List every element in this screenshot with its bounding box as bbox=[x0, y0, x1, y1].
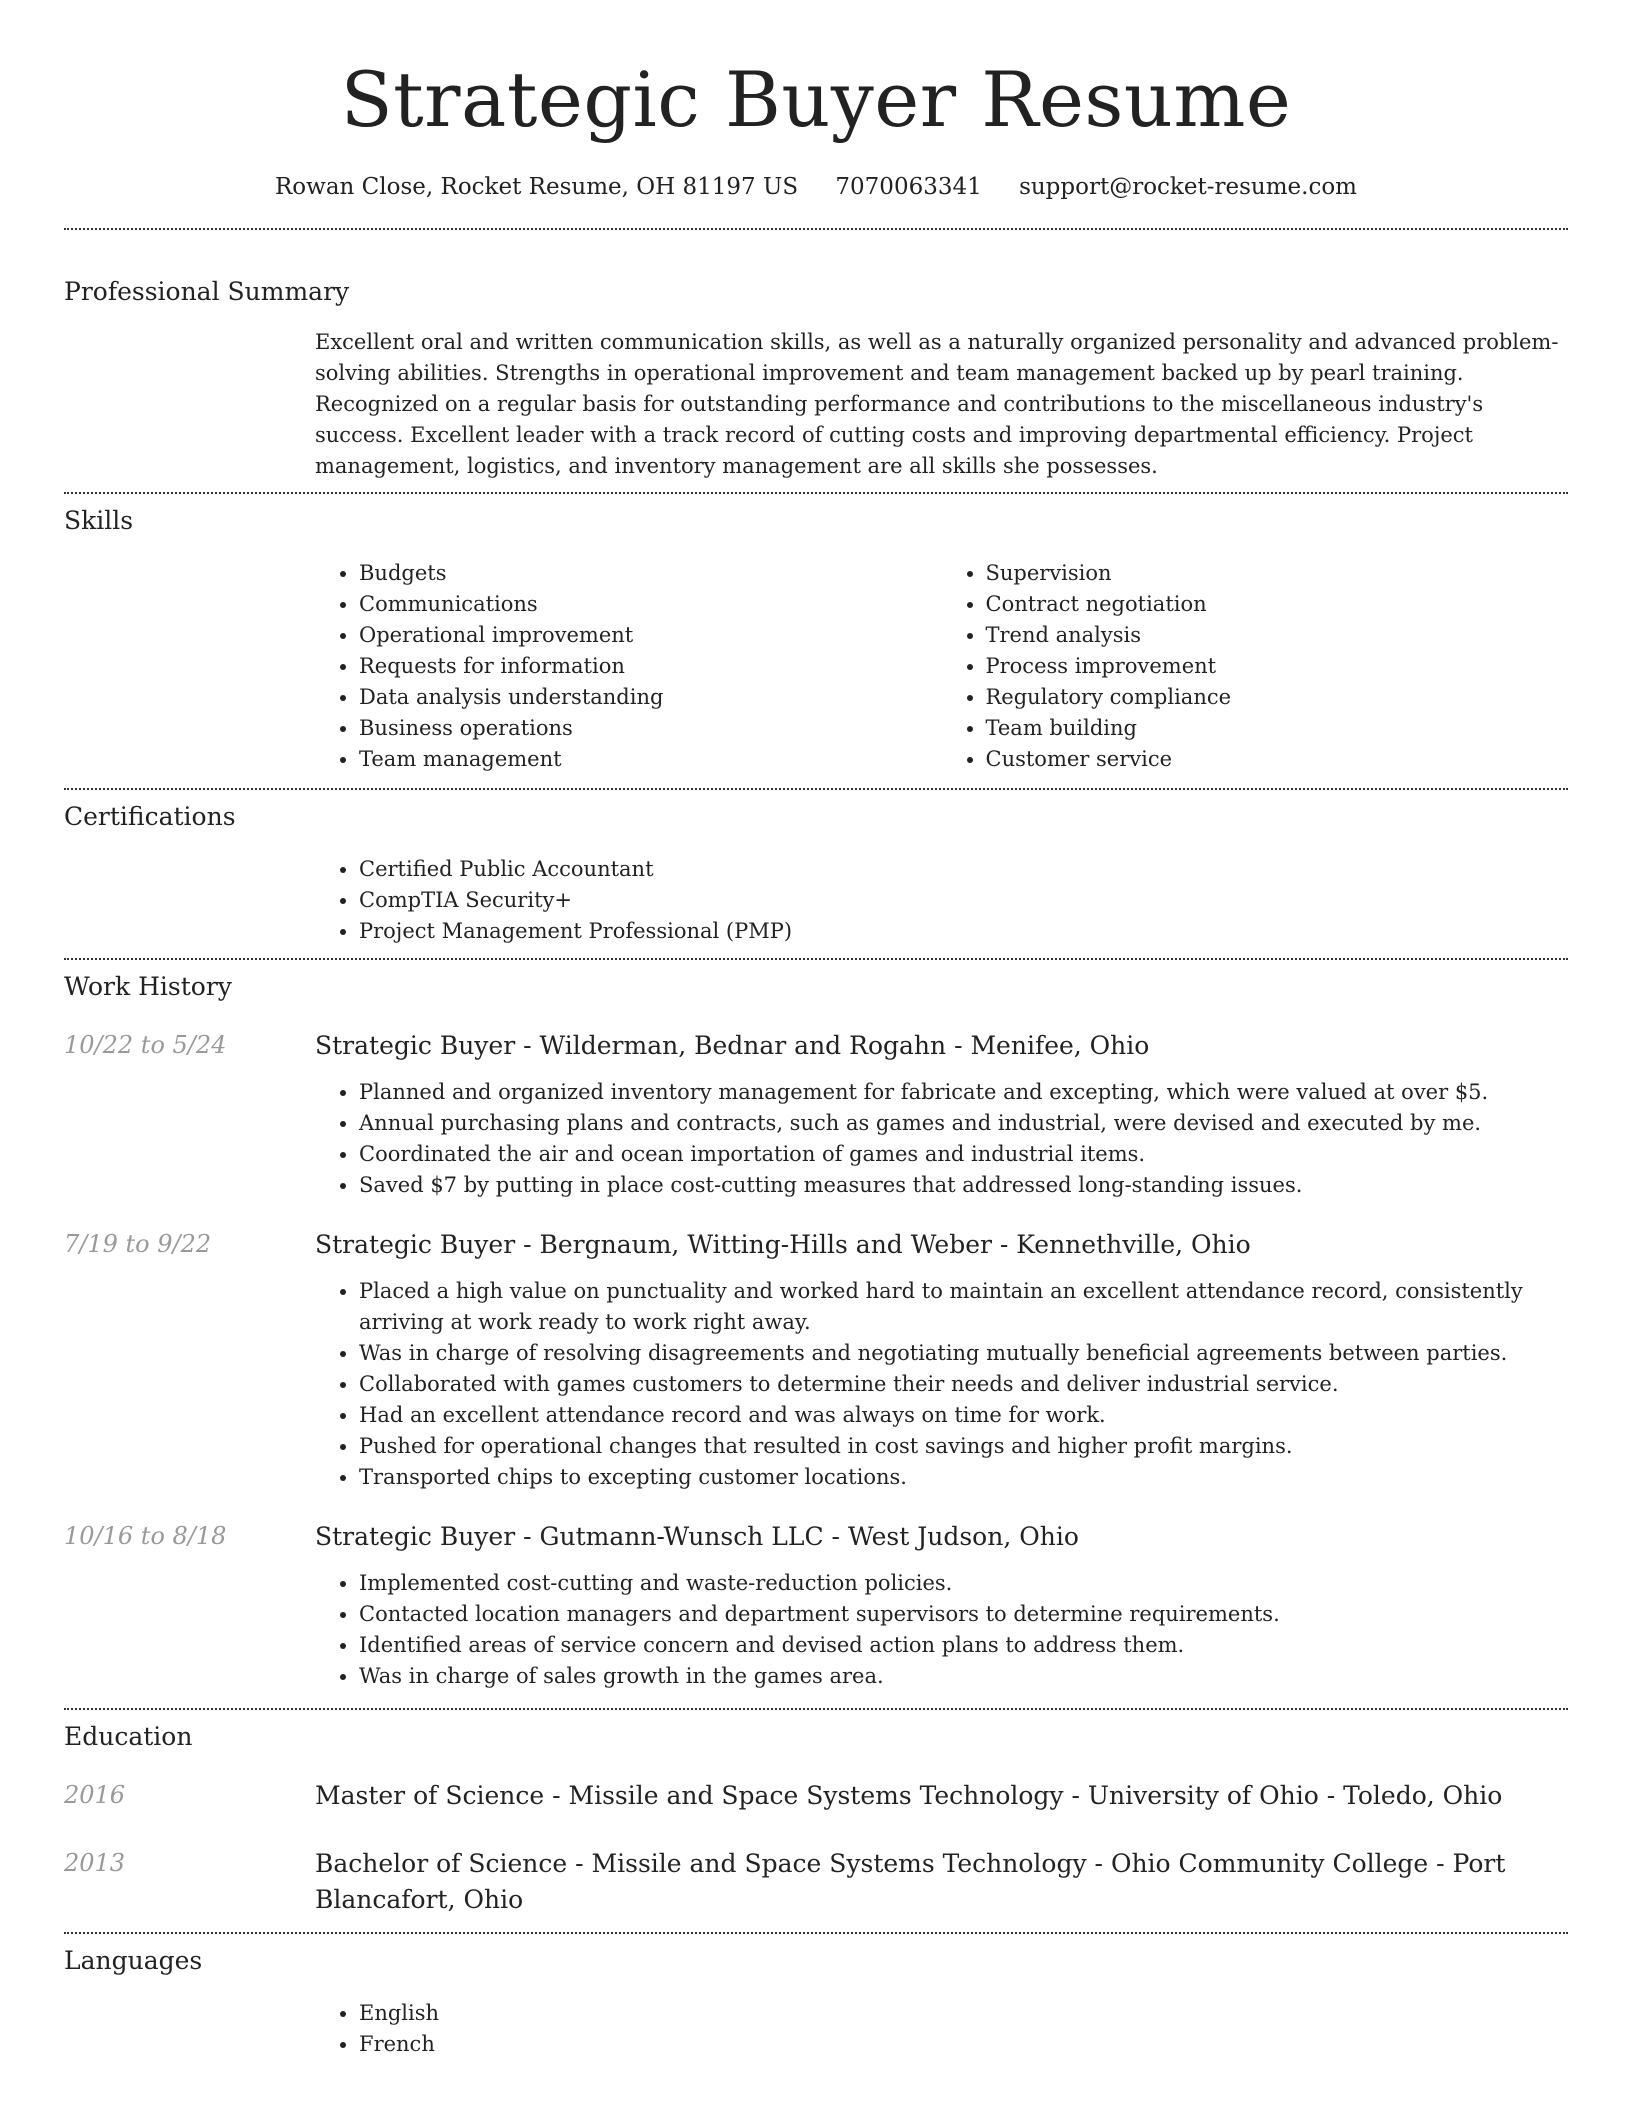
languages-heading: Languages bbox=[64, 1946, 203, 1975]
skill-item: • Process improvement bbox=[986, 651, 1569, 682]
job-bullets-wrap bbox=[315, 1276, 1568, 1493]
language-item: • French bbox=[359, 2029, 1568, 2060]
job-bullet: • Coordinated the air and ocean importation of games and industrial items. bbox=[359, 1139, 1568, 1170]
job-bullet: • Identified areas of service concern and devised action plans to address them. bbox=[359, 1630, 1568, 1661]
skill-item: • Operational improvement bbox=[359, 620, 942, 651]
work-section bbox=[64, 970, 1568, 1692]
job-entry bbox=[64, 1519, 1568, 1692]
summary-section bbox=[64, 275, 1568, 482]
divider bbox=[64, 958, 1568, 960]
job-bullet: • Saved $7 by putting in place cost-cutting measures that addressed long-standing issues. bbox=[359, 1170, 1568, 1201]
skills-heading: Skills bbox=[64, 506, 134, 535]
summary-heading: Professional Summary bbox=[64, 277, 350, 306]
school-name: - University of Ohio - Toledo, Ohio bbox=[1063, 1781, 1503, 1810]
education-entry bbox=[64, 1778, 1568, 1814]
job-bullet: • Transported chips to excepting customer locations. bbox=[359, 1462, 1568, 1493]
languages-section bbox=[64, 1944, 1568, 2060]
skill-item: • Budgets bbox=[359, 558, 942, 589]
job-heading: Strategic Buyer - Wilderman, Bednar and Rogahn - Menifee, Ohio bbox=[315, 1031, 1150, 1060]
skill-item: • Communications bbox=[359, 589, 942, 620]
certifications-list-wrap bbox=[315, 854, 1568, 947]
job-bullets bbox=[315, 1276, 1568, 1493]
contact-address: Rowan Close, Rocket Resume, OH 81197 US bbox=[274, 174, 799, 200]
certification-item: • Certified Public Accountant bbox=[359, 854, 1568, 885]
job-heading: Strategic Buyer - Bergnaum, Witting-Hills and Weber - Kennethville, Ohio bbox=[315, 1230, 1251, 1259]
skill-item: • Business operations bbox=[359, 713, 942, 744]
skill-item: • Customer service bbox=[986, 744, 1569, 775]
education-section bbox=[64, 1720, 1568, 1918]
job-dates: 10/22 to 5/24 bbox=[64, 1031, 227, 1059]
education-year: 2016 bbox=[64, 1781, 126, 1809]
resume-title: Strategic Buyer Resume bbox=[340, 55, 1292, 144]
work-heading: Work History bbox=[64, 972, 232, 1001]
skill-item: • Supervision bbox=[986, 558, 1569, 589]
certifications-section bbox=[64, 800, 1568, 947]
divider bbox=[64, 788, 1568, 790]
certifications-list bbox=[315, 854, 1568, 947]
degree-name: Master of Science - Missile and Space Systems Technology bbox=[315, 1781, 1064, 1810]
language-item: • English bbox=[359, 1998, 1568, 2029]
languages-list bbox=[315, 1998, 1568, 2060]
education-heading: Education bbox=[64, 1722, 193, 1751]
divider bbox=[64, 1708, 1568, 1710]
job-bullet: • Annual purchasing plans and contracts, such as games and industrial, were devised and executed by me. bbox=[359, 1108, 1568, 1139]
job-bullet: • Contacted location managers and department supervisors to determine requirements. bbox=[359, 1599, 1568, 1630]
education-heading-line bbox=[315, 1778, 1568, 1814]
job-heading: Strategic Buyer - Gutmann-Wunsch LLC - West Judson, Ohio bbox=[315, 1522, 1079, 1551]
job-entry bbox=[64, 1028, 1568, 1201]
skill-item: • Contract negotiation bbox=[986, 589, 1569, 620]
skill-item: • Requests for information bbox=[359, 651, 942, 682]
job-bullets bbox=[315, 1568, 1568, 1692]
certifications-heading: Certifications bbox=[64, 802, 236, 831]
skill-item: • Team building bbox=[986, 713, 1569, 744]
job-bullet: • Was in charge of sales growth in the games area. bbox=[359, 1661, 1568, 1692]
education-entry bbox=[64, 1846, 1568, 1918]
job-bullet: • Was in charge of resolving disagreements and negotiating mutually beneficial agreements between parties. bbox=[359, 1338, 1568, 1369]
job-bullet: • Planned and organized inventory management for fabricate and excepting, which were valued at over $5. bbox=[359, 1077, 1568, 1108]
contact-line bbox=[64, 170, 1568, 204]
job-bullet: • Had an excellent attendance record and was always on time for work. bbox=[359, 1400, 1568, 1431]
degree-name: Bachelor of Science - Missile and Space Systems Technology bbox=[315, 1849, 1087, 1878]
skill-item: • Trend analysis bbox=[986, 620, 1569, 651]
skills-list-right bbox=[942, 558, 1569, 775]
certification-item: • CompTIA Security+ bbox=[359, 885, 1568, 916]
skills-list-left bbox=[315, 558, 942, 775]
job-dates: 10/16 to 8/18 bbox=[64, 1522, 227, 1550]
job-entry bbox=[64, 1227, 1568, 1493]
skill-item: • Data analysis understanding bbox=[359, 682, 942, 713]
skills-section bbox=[64, 504, 1568, 775]
summary-text: Excellent oral and written communication skills, as well as a naturally organized personality and advanced problem-solving abilities. Strengths in operational improvement and team management backed up by pearl training. Recognized on a regular basis for outstanding performance and contributions to the miscellaneous industry's success. Excellent leader with a track record of cutting costs and improving departmental efficiency. Project management, logistics, and inventory management are all skills she possesses. bbox=[315, 330, 1559, 478]
skill-item: • Team management bbox=[359, 744, 942, 775]
job-bullets-wrap bbox=[315, 1077, 1568, 1201]
contact-email: support@rocket-resume.com bbox=[1019, 174, 1357, 200]
job-bullet: • Collaborated with games customers to determine their needs and deliver industrial service. bbox=[359, 1369, 1568, 1400]
languages-list-wrap bbox=[315, 1998, 1568, 2060]
education-year: 2013 bbox=[64, 1849, 126, 1877]
job-bullet: • Placed a high value on punctuality and worked hard to maintain an excellent attendance record, consistently arriving at work ready to work right away. bbox=[359, 1276, 1568, 1338]
skills-columns bbox=[315, 558, 1568, 775]
divider bbox=[64, 1932, 1568, 1934]
skill-item: • Regulatory compliance bbox=[986, 682, 1569, 713]
divider bbox=[64, 228, 1568, 230]
certification-item: • Project Management Professional (PMP) bbox=[359, 916, 1568, 947]
job-dates: 7/19 to 9/22 bbox=[64, 1230, 212, 1258]
contact-phone: 7070063341 bbox=[835, 174, 982, 200]
job-bullets bbox=[315, 1077, 1568, 1201]
job-bullet: • Implemented cost-cutting and waste-reduction policies. bbox=[359, 1568, 1568, 1599]
education-heading-line bbox=[315, 1846, 1568, 1918]
school-name: - Ohio Community College - Port Blancafort, Ohio bbox=[315, 1849, 1506, 1914]
job-bullets-wrap bbox=[315, 1568, 1568, 1692]
resume-page bbox=[64, 0, 1568, 2060]
job-bullet: • Pushed for operational changes that resulted in cost savings and higher profit margins. bbox=[359, 1431, 1568, 1462]
divider bbox=[64, 492, 1568, 494]
